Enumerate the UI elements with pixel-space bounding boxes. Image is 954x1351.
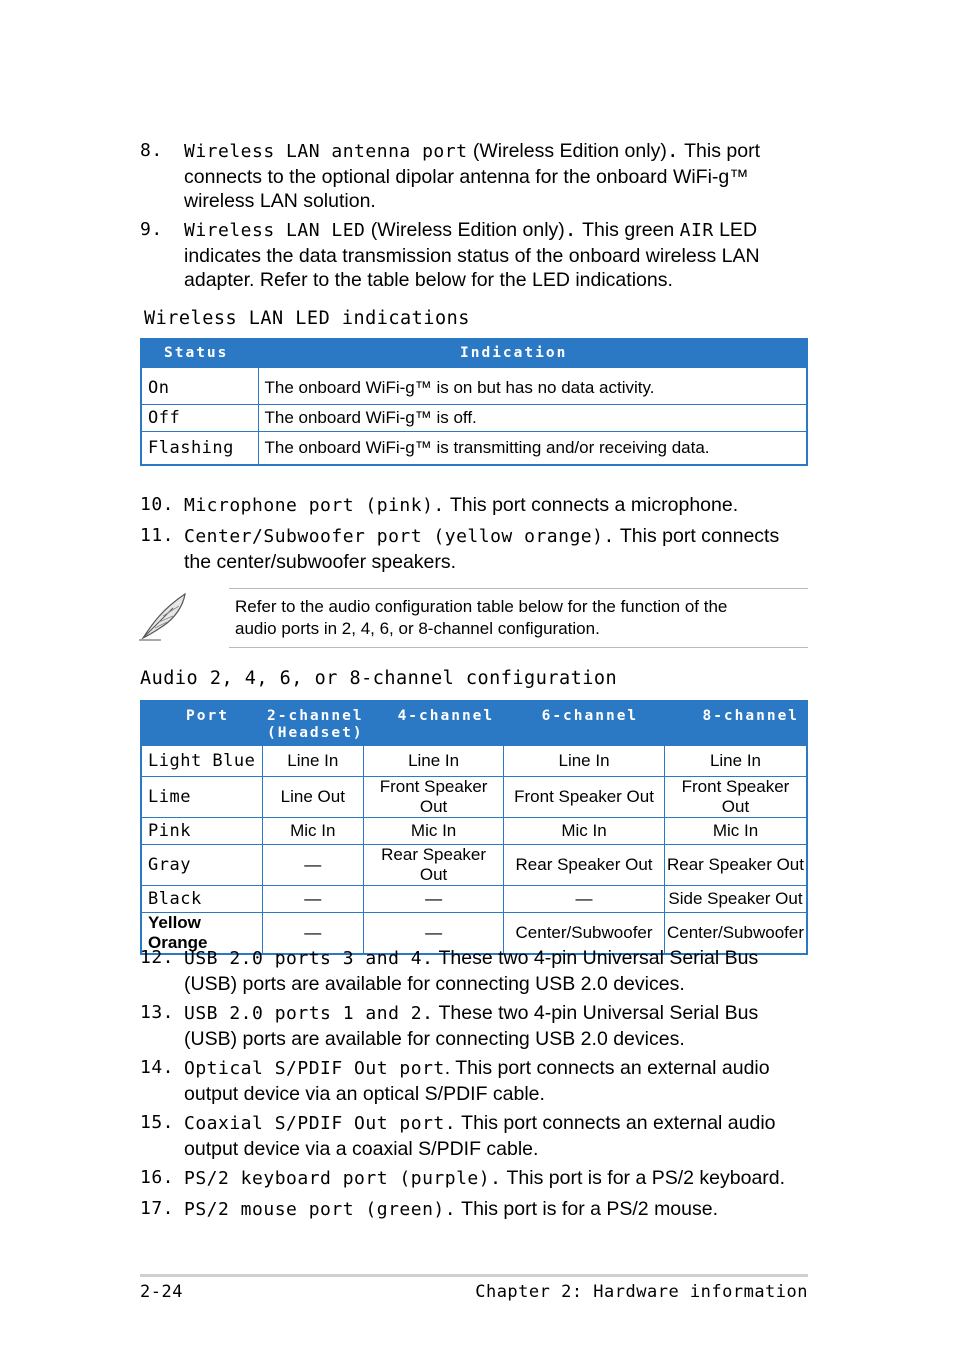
table-cell: Front Speaker Out bbox=[504, 776, 665, 817]
list-item-12 bbox=[140, 946, 808, 996]
table-cell: Line In bbox=[364, 745, 504, 776]
item-heading: USB 2.0 ports 1 and 2. bbox=[184, 1003, 434, 1024]
table-cell: Mic In bbox=[664, 817, 807, 844]
item-text: This port connects to the optional dipolar antenna for the onboard WiFi-g™ wireless LAN solution. bbox=[184, 140, 761, 212]
table-cell: Line Out bbox=[262, 776, 364, 817]
table-row bbox=[141, 776, 807, 817]
item-sep: . bbox=[666, 139, 680, 162]
item-text: These two 4-pin Universal Serial Bus (USB) ports are available for connecting USB 2.0 devices. bbox=[184, 947, 759, 995]
item-heading: Optical S/PDIF Out port bbox=[184, 1058, 445, 1079]
item-heading: USB 2.0 ports 3 and 4. bbox=[184, 948, 434, 969]
audio-header-2ch bbox=[262, 701, 364, 745]
table-row bbox=[141, 431, 807, 465]
item-heading: Wireless LAN antenna port bbox=[184, 141, 468, 162]
item-heading: Microphone port (pink). bbox=[184, 495, 445, 516]
feather-pen-icon bbox=[137, 588, 193, 644]
port-name-cell: Gray bbox=[141, 844, 262, 885]
table-cell: Front Speaker Out bbox=[364, 776, 504, 817]
audio-header-2ch-line2: (Headset) bbox=[267, 725, 364, 741]
table-row bbox=[141, 885, 807, 912]
audio-table-title: Audio 2, 4, 6, or 8-channel configuration bbox=[140, 668, 618, 689]
chapter-title: Chapter 2: Hardware information bbox=[475, 1282, 808, 1302]
item-text: This port connects an external audio output device via a coaxial S/PDIF cable. bbox=[184, 1112, 776, 1160]
list-item-14 bbox=[140, 1056, 808, 1106]
list-item-11 bbox=[140, 524, 808, 574]
table-cell: Center/Subwoofer bbox=[504, 912, 665, 954]
item-heading: Wireless LAN LED bbox=[184, 220, 366, 241]
wlan-indication-cell: The onboard WiFi-g™ is on but has no data activity. bbox=[258, 367, 807, 404]
audio-config-table bbox=[140, 700, 808, 955]
list-item-8 bbox=[140, 139, 808, 214]
table-cell: Line In bbox=[262, 745, 364, 776]
item-heading: PS/2 mouse port (green). bbox=[184, 1199, 457, 1220]
page-number: 2-24 bbox=[140, 1282, 183, 1302]
wlan-table-title: Wireless LAN LED indications bbox=[144, 308, 470, 329]
audio-header-4ch: 4-channel bbox=[364, 701, 504, 745]
table-cell: Mic In bbox=[504, 817, 665, 844]
table-row bbox=[141, 817, 807, 844]
table-row bbox=[141, 404, 807, 431]
table-cell: Line In bbox=[664, 745, 807, 776]
table-cell: — bbox=[262, 885, 364, 912]
item-text-pre: This green bbox=[577, 219, 680, 241]
item-heading: Center/Subwoofer port (yellow orange). bbox=[184, 526, 615, 547]
note-box bbox=[229, 588, 808, 648]
item-text: This port is for a PS/2 mouse. bbox=[456, 1198, 719, 1220]
table-row bbox=[141, 844, 807, 885]
table-cell: — bbox=[504, 885, 665, 912]
note-line: audio ports in 2, 4, 6, or 8-channel configuration. bbox=[235, 619, 600, 638]
list-item-17 bbox=[140, 1197, 808, 1223]
wlan-indication-cell: The onboard WiFi-g™ is off. bbox=[258, 404, 807, 431]
table-cell: Mic In bbox=[262, 817, 364, 844]
table-cell: Center/Subwoofer bbox=[664, 912, 807, 954]
item-text: This port is for a PS/2 keyboard. bbox=[501, 1167, 786, 1189]
table-cell: Line In bbox=[504, 745, 665, 776]
item-number: 13. bbox=[140, 1002, 175, 1023]
port-name-cell: Black bbox=[141, 885, 262, 912]
table-cell: Side Speaker Out bbox=[664, 885, 807, 912]
item-number: 15. bbox=[140, 1112, 175, 1133]
table-row bbox=[141, 745, 807, 776]
item-text: This port connects a microphone. bbox=[444, 494, 739, 516]
air-label: AIR bbox=[679, 220, 714, 241]
audio-header-6ch: 6-channel bbox=[504, 701, 665, 745]
table-row bbox=[141, 367, 807, 404]
table-cell: — bbox=[364, 885, 504, 912]
wlan-status-cell: Off bbox=[141, 404, 258, 431]
audio-header-port: Port bbox=[141, 701, 262, 745]
item-number: 8. bbox=[140, 140, 163, 161]
list-item-16 bbox=[140, 1166, 808, 1192]
item-number: 16. bbox=[140, 1167, 175, 1188]
port-name-cell: Lime bbox=[141, 776, 262, 817]
audio-header-8ch: 8-channel bbox=[664, 701, 807, 745]
list-item-13 bbox=[140, 1001, 808, 1051]
table-cell: — bbox=[364, 912, 504, 954]
table-cell: — bbox=[262, 912, 364, 954]
wlan-header-status: Status bbox=[141, 339, 258, 367]
item-sep: . bbox=[564, 218, 578, 241]
item-heading: Coaxial S/PDIF Out port. bbox=[184, 1113, 457, 1134]
item-number: 12. bbox=[140, 947, 175, 968]
item-paren: (Wireless Edition only) bbox=[467, 140, 667, 162]
item-text: These two 4-pin Universal Serial Bus (USB) ports are available for connecting USB 2.0 devices. bbox=[184, 1002, 759, 1050]
item-text: . This port connects an external audio output device via an optical S/PDIF cable. bbox=[184, 1057, 770, 1105]
note-line: Refer to the audio configuration table below for the function of the bbox=[235, 597, 728, 616]
table-cell: Rear Speaker Out bbox=[364, 844, 504, 885]
item-number: 9. bbox=[140, 219, 163, 240]
port-name-cell: Pink bbox=[141, 817, 262, 844]
item-number: 17. bbox=[140, 1198, 175, 1219]
table-cell: Mic In bbox=[364, 817, 504, 844]
list-item-15 bbox=[140, 1111, 808, 1161]
port-name-cell: Light Blue bbox=[141, 745, 262, 776]
table-cell: — bbox=[262, 844, 364, 885]
table-cell: Front Speaker Out bbox=[664, 776, 807, 817]
item-text: This port connects the center/subwoofer speakers. bbox=[184, 525, 780, 573]
list-item-9 bbox=[140, 218, 808, 293]
footer-divider bbox=[140, 1274, 808, 1277]
list-item-10 bbox=[140, 493, 808, 519]
wlan-header-indication: Indication bbox=[258, 339, 807, 367]
item-number: 10. bbox=[140, 494, 175, 515]
wlan-status-cell: Flashing bbox=[141, 431, 258, 465]
item-paren: (Wireless Edition only) bbox=[365, 219, 565, 241]
audio-header-2ch-line1: 2-channel bbox=[267, 708, 364, 724]
item-number: 14. bbox=[140, 1057, 175, 1078]
wlan-status-cell: On bbox=[141, 367, 258, 404]
item-heading: PS/2 keyboard port (purple). bbox=[184, 1168, 502, 1189]
table-cell: Rear Speaker Out bbox=[504, 844, 665, 885]
wlan-indication-cell: The onboard WiFi-g™ is transmitting and/or receiving data. bbox=[258, 431, 807, 465]
port-name-cell: Yellow Orange bbox=[141, 912, 262, 954]
wlan-led-table bbox=[140, 338, 808, 466]
item-number: 11. bbox=[140, 525, 175, 546]
table-cell: Rear Speaker Out bbox=[664, 844, 807, 885]
item-text: LED indicates the data transmission status of the onboard wireless LAN adapter. Refer to the table below for the LED indications. bbox=[184, 219, 760, 291]
